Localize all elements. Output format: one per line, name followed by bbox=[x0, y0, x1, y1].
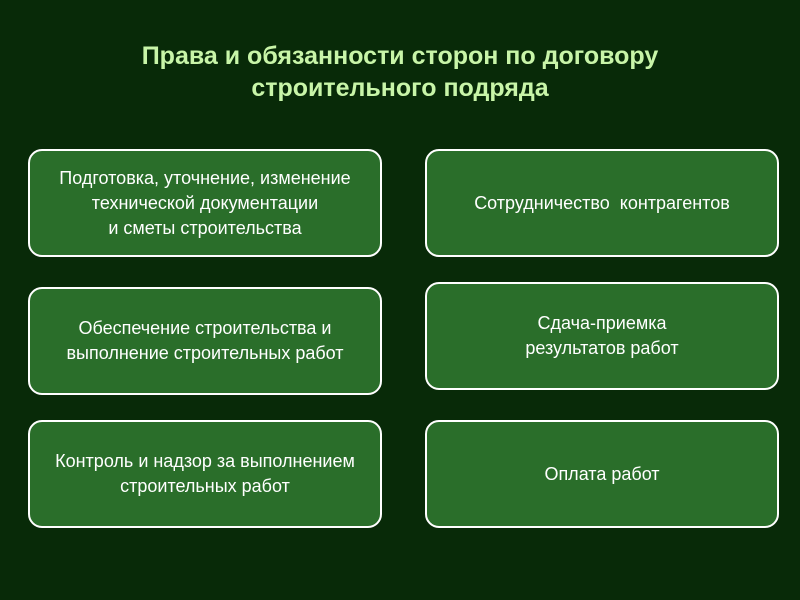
box-documentation bbox=[28, 149, 382, 257]
slide-title bbox=[60, 40, 740, 104]
box-acceptance-line-2: результатов работ bbox=[525, 338, 679, 358]
box-construction-provision-line-2: выполнение строительных работ bbox=[66, 343, 344, 363]
box-acceptance-line-1: Сдача-приемка bbox=[537, 313, 667, 333]
box-payment bbox=[425, 420, 779, 528]
slide-title-line-2: строительного подряда bbox=[251, 74, 549, 102]
box-control-supervision-line-1: Контроль и надзор за выполнением bbox=[55, 451, 355, 471]
box-payment-line-1: Оплата работ bbox=[544, 463, 660, 484]
box-cooperation-line-1: Сотрудничество контрагентов bbox=[474, 192, 730, 213]
box-construction-provision-line-1: Обеспечение строительства и bbox=[78, 318, 332, 338]
box-control-supervision-line-2: строительных работ bbox=[120, 476, 290, 496]
box-control-supervision bbox=[28, 420, 382, 528]
slide-title-line-1: Права и обязанности сторон по договору bbox=[141, 42, 659, 70]
box-documentation-line-3: и сметы строительства bbox=[108, 217, 302, 238]
box-documentation-line-2: технической документации bbox=[91, 192, 319, 213]
box-acceptance bbox=[425, 282, 779, 390]
box-cooperation bbox=[425, 149, 779, 257]
box-documentation-line-1: Подготовка, уточнение, изменение bbox=[59, 167, 351, 188]
box-construction-provision bbox=[28, 287, 382, 395]
